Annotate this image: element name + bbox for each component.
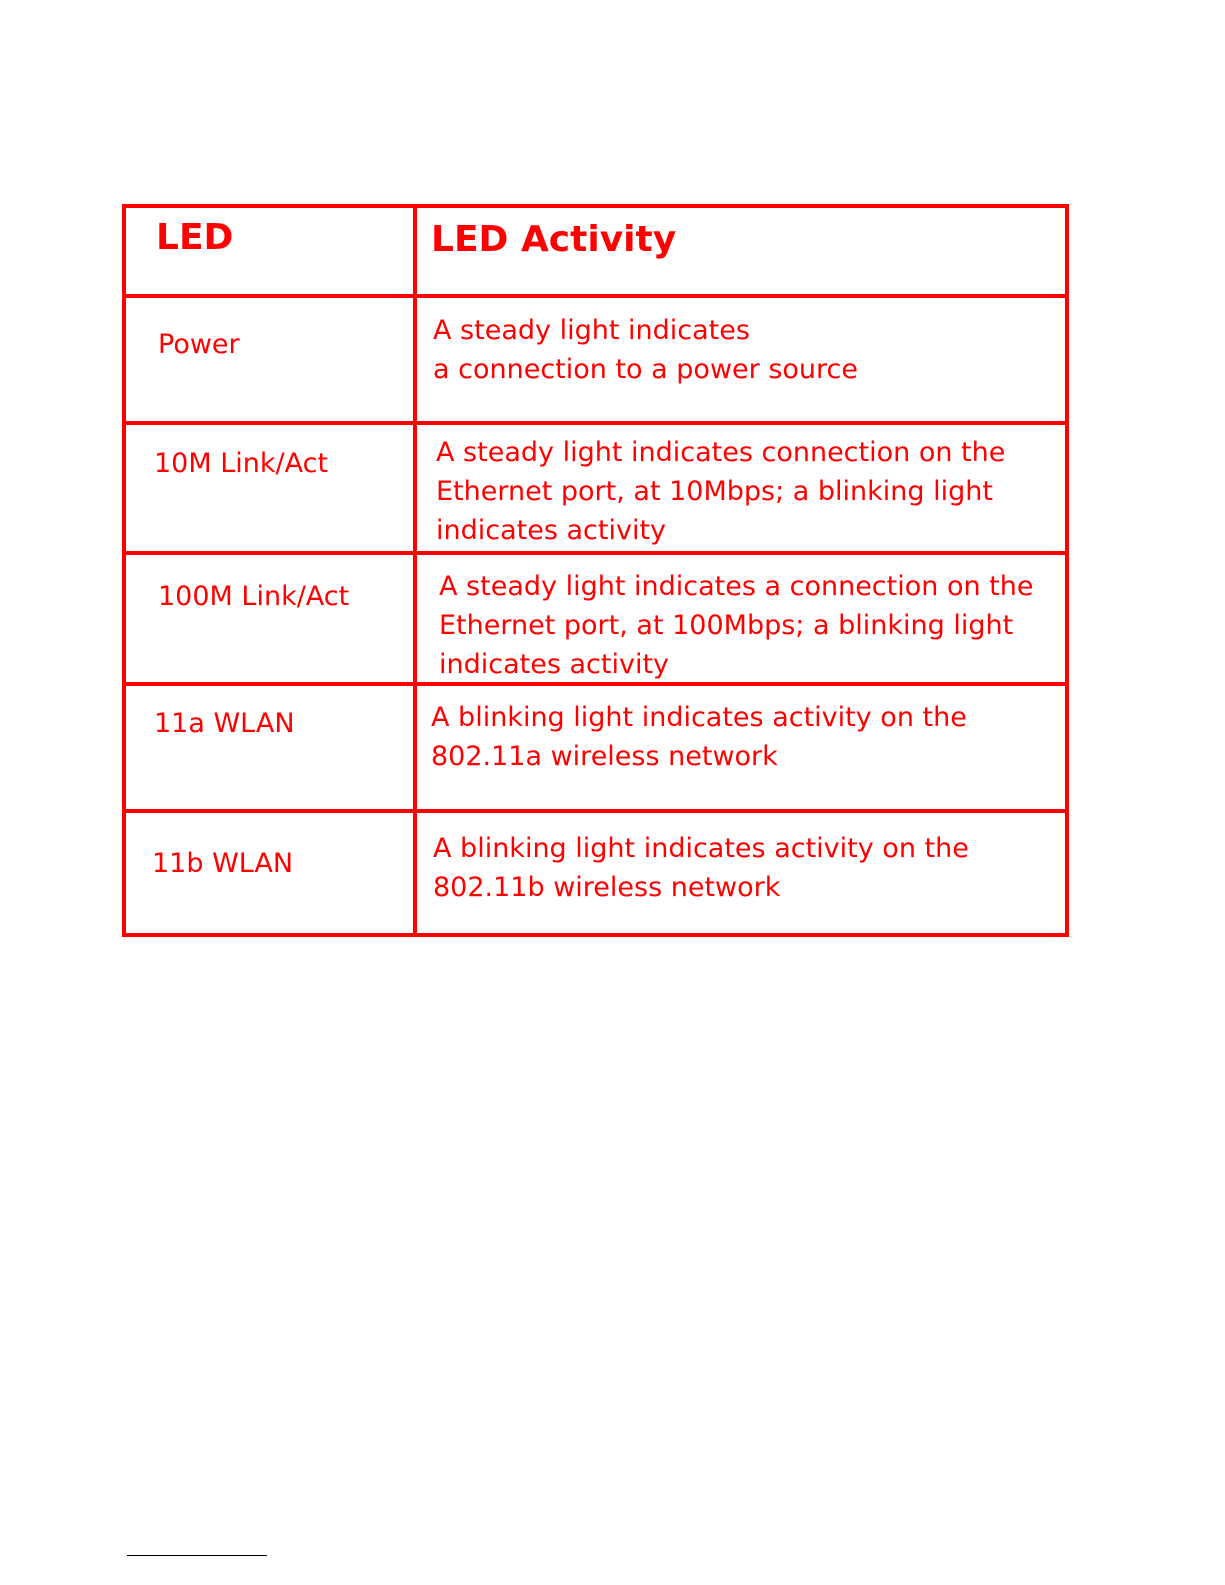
- led-activity-10m: A steady light indicates connection on the Ethernet port, at 10Mbps; a blinking light indicates activity: [436, 437, 1006, 546]
- column-divider: [413, 208, 417, 933]
- header-led-activity: LED Activity: [431, 219, 677, 260]
- led-activity-table: [122, 204, 1069, 937]
- led-name-100m: 100M Link/Act: [158, 581, 350, 612]
- row-divider: [126, 809, 1065, 813]
- led-name-11a: 11a WLAN: [154, 708, 295, 739]
- led-activity-11b: A blinking light indicates activity on the 802.11b wireless network: [433, 833, 969, 903]
- led-activity-power: A steady light indicates a connection to a power source: [433, 315, 858, 385]
- led-activity-100m: A steady light indicates a connection on the Ethernet port, at 100Mbps; a blinking light indicates activity: [439, 571, 1034, 680]
- row-divider: [126, 421, 1065, 425]
- row-divider: [126, 551, 1065, 555]
- header-led: LED: [156, 217, 234, 258]
- row-divider: [126, 294, 1065, 298]
- footnote-separator: [127, 1555, 267, 1556]
- led-name-10m: 10M Link/Act: [154, 448, 329, 479]
- led-name-11b: 11b WLAN: [152, 848, 294, 879]
- led-activity-11a: A blinking light indicates activity on the 802.11a wireless network: [431, 702, 967, 772]
- led-name-power: Power: [158, 329, 240, 360]
